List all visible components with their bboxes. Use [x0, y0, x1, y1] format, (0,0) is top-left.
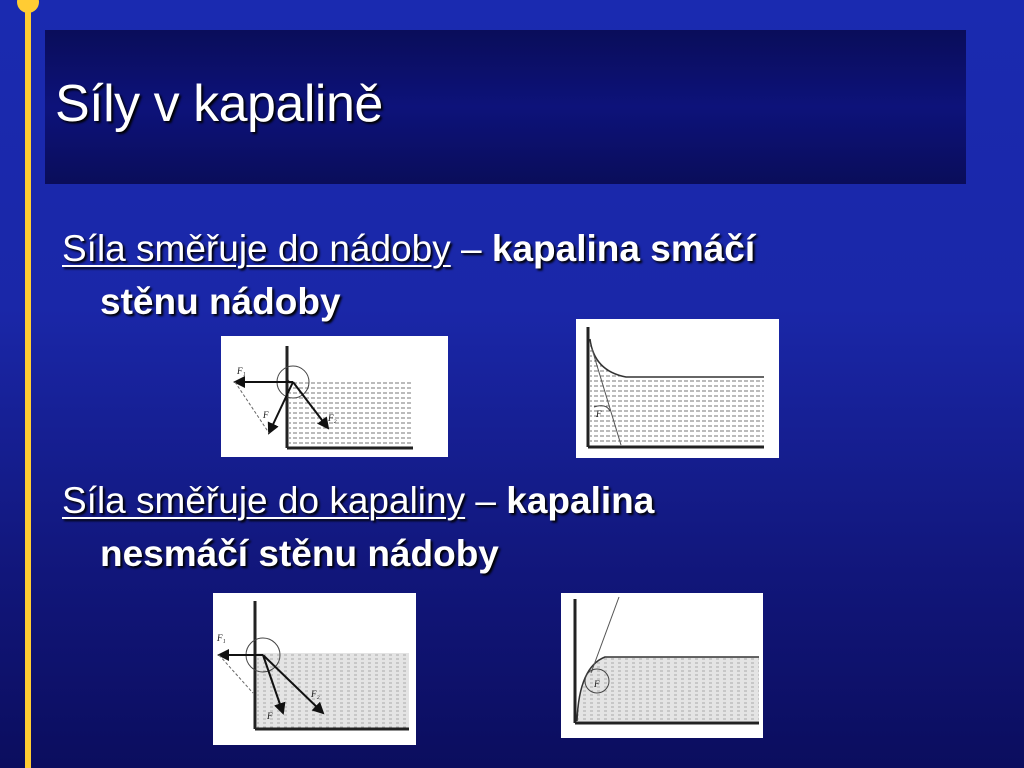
figure-nonwetting-forces-drawing [213, 593, 416, 745]
bullet-nonwetting-dash: – [465, 480, 507, 521]
bullet-nonwetting-continuation: nesmáčí stěnu nádoby [100, 533, 499, 574]
fig3-label-f1: F₁ [217, 633, 226, 643]
bullet-wetting [62, 222, 962, 328]
figure-nonwetting-meniscus [561, 593, 763, 738]
bullet-wetting-lead: Síla směřuje do nádoby [62, 228, 451, 269]
bullet-wetting-dash: – [450, 228, 492, 269]
figure-nonwetting-meniscus-drawing [561, 593, 763, 738]
figure-wetting-meniscus [576, 319, 779, 458]
bullet-wetting-bold: kapalina smáčí [491, 228, 756, 269]
fig1-label-f: F [263, 410, 269, 420]
figure-wetting-forces-drawing [221, 336, 448, 457]
fig2-label-f: F [596, 409, 602, 419]
figure-nonwetting-forces [213, 593, 416, 745]
bullet-nonwetting-bold: kapalina [506, 480, 655, 521]
fig1-label-f1: F₁ [237, 366, 246, 376]
accent-bar [25, 0, 31, 768]
slide-title: Síly v kapalině [55, 75, 383, 133]
fig1-label-f2: F₂ [328, 413, 337, 423]
bullet-nonwetting-lead: Síla směřuje do kapaliny [62, 480, 466, 521]
accent-dot [17, 0, 39, 13]
figure-wetting-meniscus-drawing [576, 319, 779, 458]
fig3-label-f: F [267, 711, 273, 721]
bullet-wetting-continuation: stěnu nádoby [100, 281, 341, 322]
fig4-label-f: F [594, 679, 600, 689]
bullet-nonwetting [62, 474, 962, 580]
figure-wetting-forces [221, 336, 448, 457]
fig3-label-f2: F₂ [311, 689, 320, 699]
